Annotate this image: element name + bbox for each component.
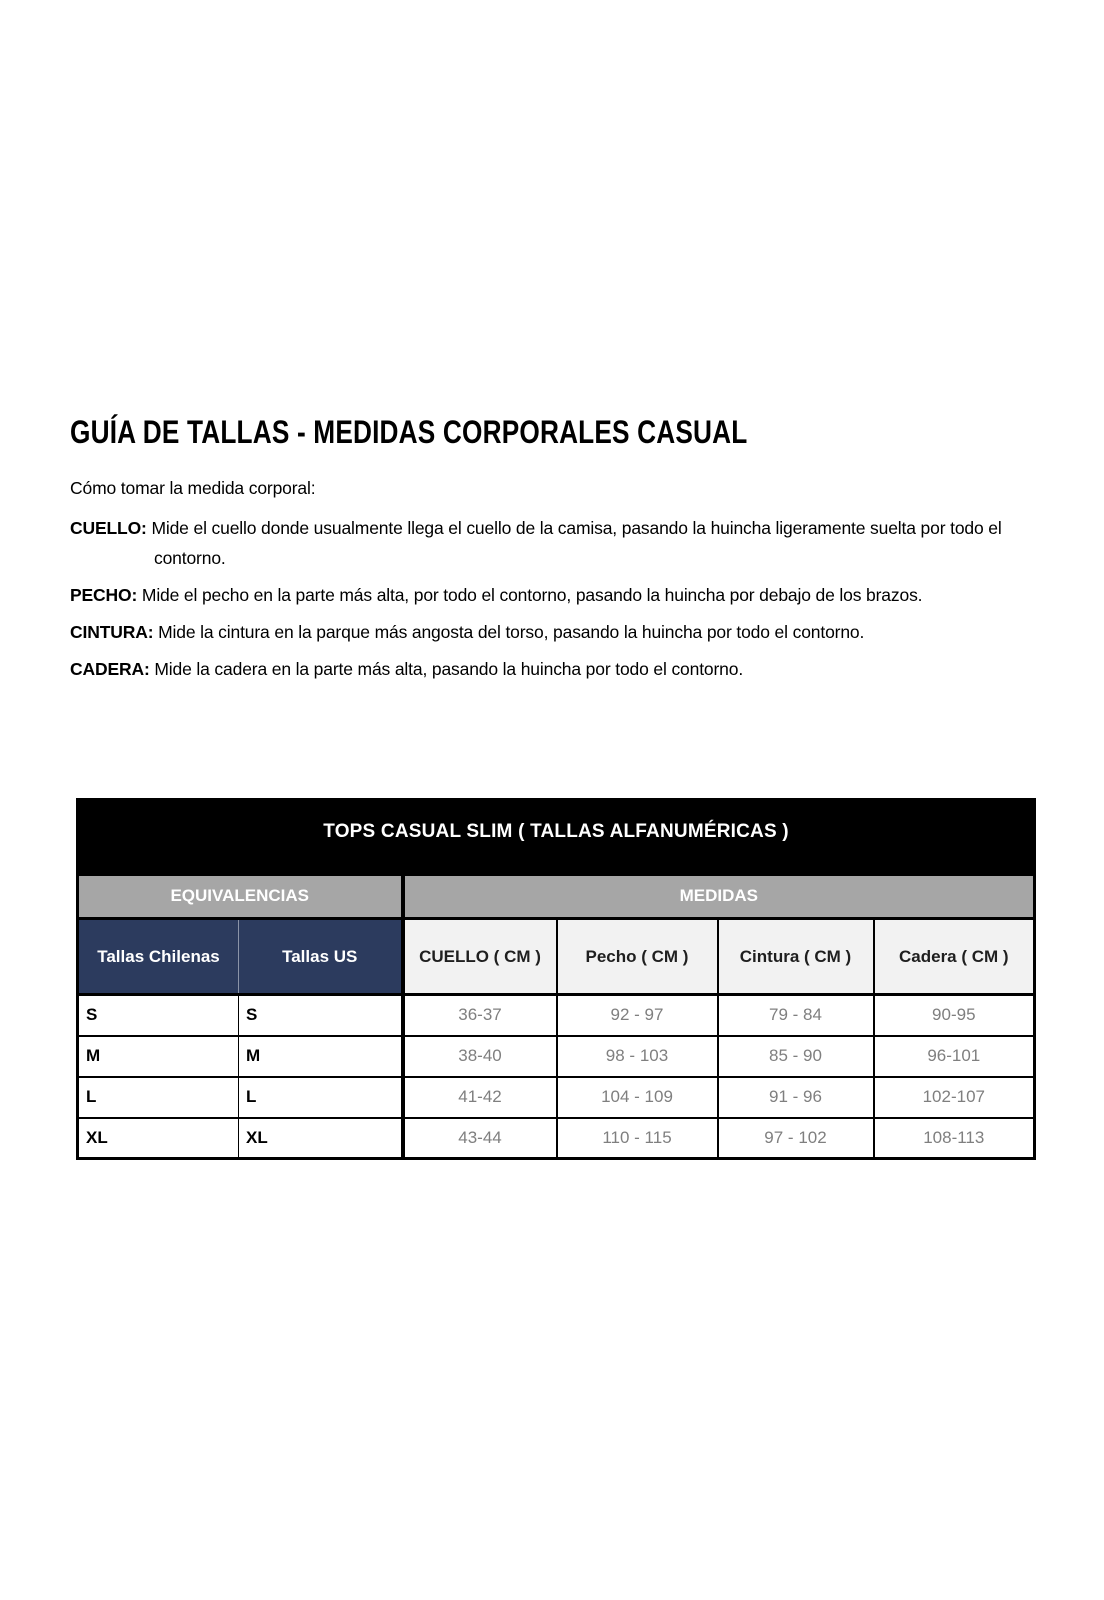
instruction-cadera: [70, 654, 1030, 684]
instruction-cintura-label: CINTURA:: [70, 622, 154, 642]
table-row-s: [78, 995, 1035, 1036]
cell-pecho: 98 - 103: [557, 1036, 718, 1077]
col-header-pecho: Pecho ( CM ): [557, 919, 718, 995]
col-header-cadera: Cadera ( CM ): [874, 919, 1035, 995]
table-row-l: [78, 1077, 1035, 1118]
cell-talla-chilena: L: [78, 1077, 239, 1118]
instruction-pecho-text: Mide el pecho en la parte más alta, por todo el contorno, pasando la huincha por debajo de los brazos.: [141, 585, 923, 605]
table-header-row: [78, 919, 1035, 995]
cell-talla-us: L: [239, 1077, 403, 1118]
size-table: [76, 798, 1036, 1160]
intro-line: Cómo tomar la medida corporal:: [70, 478, 316, 498]
cell-cuello: 43-44: [403, 1118, 557, 1159]
table-title: TOPS CASUAL SLIM ( TALLAS ALFANUMÉRICAS ): [78, 800, 1035, 876]
cell-talla-us: M: [239, 1036, 403, 1077]
cell-cadera: 96-101: [874, 1036, 1035, 1077]
cell-talla-chilena: M: [78, 1036, 239, 1077]
table-group-row: [78, 876, 1035, 919]
cell-cintura: 97 - 102: [718, 1118, 874, 1159]
col-header-cintura: Cintura ( CM ): [718, 919, 874, 995]
cell-cintura: 79 - 84: [718, 995, 874, 1036]
instruction-cuello: [70, 513, 1030, 573]
cell-talla-us: S: [239, 995, 403, 1036]
table-title-row: [78, 800, 1035, 876]
group-header-medidas: MEDIDAS: [403, 876, 1035, 919]
instruction-cadera-text: Mide la cadera en la parte más alta, pasando la huincha por todo el contorno.: [154, 659, 744, 679]
table-row-m: [78, 1036, 1035, 1077]
cell-pecho: 92 - 97: [557, 995, 718, 1036]
col-header-cuello: CUELLO ( CM ): [403, 919, 557, 995]
cell-talla-us: XL: [239, 1118, 403, 1159]
col-header-tallas-chilenas: Tallas Chilenas: [78, 919, 239, 995]
intro-copy: [70, 414, 1030, 684]
cell-cadera: 90-95: [874, 995, 1035, 1036]
page-title: GUÍA DE TALLAS - MEDIDAS CORPORALES CASUAL: [70, 414, 748, 450]
group-header-equivalencias: EQUIVALENCIAS: [78, 876, 403, 919]
table-row-xl: [78, 1118, 1035, 1159]
cell-cuello: 38-40: [403, 1036, 557, 1077]
instruction-cintura: [70, 617, 1030, 647]
col-header-tallas-us: Tallas US: [239, 919, 403, 995]
instruction-cuello-label: CUELLO:: [70, 518, 147, 538]
instruction-pecho: [70, 580, 1030, 610]
cell-cuello: 36-37: [403, 995, 557, 1036]
cell-cintura: 85 - 90: [718, 1036, 874, 1077]
instruction-cintura-text: Mide la cintura en la parque más angosta del torso, pasando la huincha por todo el contorno.: [158, 622, 865, 642]
instruction-pecho-label: PECHO:: [70, 585, 138, 605]
cell-talla-chilena: S: [78, 995, 239, 1036]
cell-talla-chilena: XL: [78, 1118, 239, 1159]
instruction-cuello-text: Mide el cuello donde usualmente llega el cuello de la camisa, pasando la huincha ligeramente suelta por todo el contorno.: [151, 518, 1002, 568]
cell-pecho: 104 - 109: [557, 1077, 718, 1118]
instruction-cadera-label: CADERA:: [70, 659, 150, 679]
cell-pecho: 110 - 115: [557, 1118, 718, 1159]
cell-cadera: 102-107: [874, 1077, 1035, 1118]
cell-cuello: 41-42: [403, 1077, 557, 1118]
cell-cintura: 91 - 96: [718, 1077, 874, 1118]
cell-cadera: 108-113: [874, 1118, 1035, 1159]
